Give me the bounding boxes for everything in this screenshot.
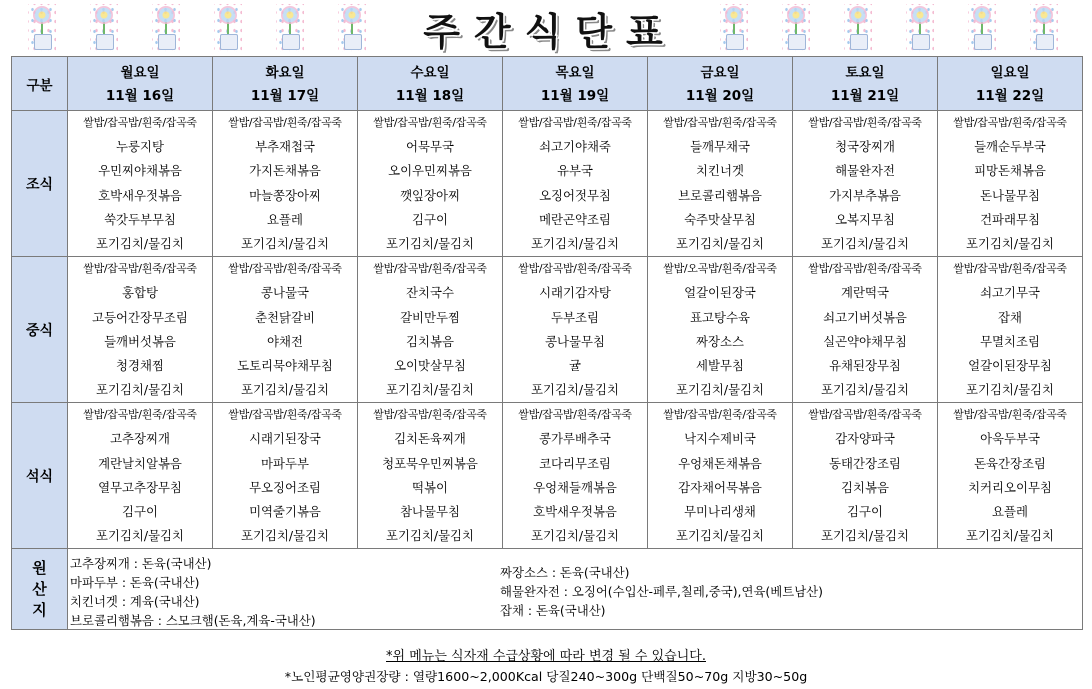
- menu-item: 시래기된장국: [249, 431, 321, 447]
- menu-cell: [938, 257, 1083, 403]
- flower-decoration: [968, 4, 996, 52]
- menu-item: 피망돈채볶음: [974, 163, 1046, 179]
- menu-item: 쇠고기야채죽: [539, 139, 611, 155]
- menu-item: 포기김치/물김치: [531, 528, 619, 544]
- meal-label: 석식: [12, 403, 68, 549]
- menu-item: 시래기감자탕: [539, 285, 611, 301]
- menu-item: 치커리오이무침: [968, 479, 1052, 495]
- page-title: 주간식단표: [423, 9, 677, 54]
- menu-item: 계란날치알볶음: [98, 455, 182, 471]
- header-day-tue: [213, 57, 358, 111]
- origin-label: [12, 549, 68, 630]
- menu-cell: [503, 111, 648, 257]
- menu-item: 김치볶음: [841, 479, 889, 495]
- header-day-sun: [938, 57, 1083, 111]
- menu-item: 요플레: [267, 211, 303, 227]
- flower-decoration: [720, 4, 748, 52]
- menu-item: 홍합탕: [122, 285, 158, 301]
- origin-item: 짜장소스 : 돈육(국내산): [500, 565, 630, 581]
- meal-label: 조식: [12, 111, 68, 257]
- title-banner: [0, 0, 1092, 56]
- menu-item: 부추재첩국: [255, 139, 315, 155]
- menu-item: 춘천닭갈비: [255, 309, 315, 325]
- weekly-menu-table: [11, 56, 1083, 630]
- day-date: 11월 18일: [395, 87, 465, 104]
- menu-item: 야채전: [267, 333, 303, 349]
- menu-item: 콩나물국: [261, 285, 309, 301]
- menu-item: 포기김치/물김치: [966, 382, 1054, 398]
- menu-cell: [938, 111, 1083, 257]
- menu-item: 돈나물무침: [980, 187, 1040, 203]
- menu-item: 메란곤약조림: [539, 211, 611, 227]
- menu-item: 호박새우젓볶음: [98, 187, 182, 203]
- menu-item: 호박새우젓볶음: [533, 504, 617, 519]
- menu-cell: [503, 257, 648, 403]
- menu-item: 계란떡국: [841, 285, 889, 301]
- menu-cell: [213, 403, 358, 549]
- menu-item: 고등어간장무조림: [92, 309, 188, 325]
- menu-item: 가지돈채볶음: [249, 163, 321, 179]
- menu-item: 들깨순두부국: [974, 139, 1046, 155]
- meal-row: [12, 257, 1083, 403]
- menu-item: 쌀밥/잡곡밥/흰죽/잡곡죽: [518, 116, 632, 129]
- origin-item: 마파두부 : 돈육(국내산): [70, 575, 200, 591]
- origin-label-char: 원: [32, 558, 47, 577]
- menu-item: 무오징어조림: [249, 479, 321, 495]
- menu-item: 무미나리생채: [684, 504, 756, 519]
- flower-decoration: [152, 4, 180, 52]
- origin-item: 잡채 : 돈육(국내산): [500, 603, 606, 619]
- meal-label: 중식: [12, 257, 68, 403]
- menu-cell: [358, 111, 503, 257]
- menu-item: 고추장찌개: [110, 431, 170, 447]
- header-label: 구분: [12, 57, 68, 111]
- menu-item: 짜장소스: [696, 333, 744, 349]
- menu-item: 누룽지탕: [116, 139, 164, 155]
- menu-item: 숙주맛살무침: [684, 211, 756, 227]
- menu-item: 포기김치/물김치: [241, 235, 329, 251]
- menu-item: 포기김치/물김치: [96, 528, 184, 544]
- day-date: 11월 17일: [250, 87, 320, 104]
- menu-item: 얼갈이된장국: [684, 285, 756, 301]
- menu-change-note-text: *위 메뉴는 식자재 수급상황에 따라 변경 될 수 있습니다.: [386, 649, 706, 664]
- menu-item: 쇠고기무국: [980, 285, 1040, 301]
- flower-decoration: [276, 4, 304, 52]
- meal-row: [12, 403, 1083, 549]
- menu-cell: [213, 111, 358, 257]
- menu-item: 포기김치/물김치: [821, 528, 909, 544]
- menu-item: 두부조림: [551, 309, 599, 325]
- menu-item: 쇠고기버섯볶음: [823, 309, 907, 325]
- menu-item: 얼갈이된장무침: [968, 357, 1052, 373]
- menu-item: 쑥갓두부무침: [104, 211, 176, 227]
- menu-item: 포기김치/물김치: [531, 382, 619, 398]
- menu-item: 포기김치/물김치: [531, 235, 619, 251]
- menu-item: 포기김치/물김치: [386, 528, 474, 544]
- menu-item: 청포묵우민찌볶음: [382, 455, 478, 471]
- menu-item: 쌀밥/잡곡밥/흰죽/잡곡죽: [228, 408, 342, 422]
- menu-item: 김치볶음: [406, 333, 454, 349]
- menu-item: 실곤약야채무침: [823, 333, 907, 349]
- menu-item: 잔치국수: [406, 285, 454, 301]
- menu-item: 오복지무침: [835, 211, 895, 227]
- menu-item: 돈육간장조림: [974, 455, 1046, 471]
- menu-item: 쌀밥/잡곡밥/흰죽/잡곡죽: [83, 116, 197, 129]
- menu-item: 귤: [569, 357, 581, 373]
- menu-item: 김치돈육찌개: [394, 431, 466, 447]
- header-day-sat: [793, 57, 938, 111]
- menu-item: 쌀밥/잡곡밥/흰죽/잡곡죽: [808, 262, 922, 276]
- menu-item: 쌀밥/잡곡밥/흰죽/잡곡죽: [953, 116, 1067, 129]
- menu-item: 포기김치/물김치: [821, 235, 909, 251]
- menu-item: 감자채어묵볶음: [678, 479, 762, 495]
- menu-cell: [648, 257, 793, 403]
- menu-item: 잡채: [998, 309, 1022, 325]
- origin-list-right: [500, 563, 823, 620]
- menu-item: 감자양파국: [835, 431, 895, 447]
- menu-item: 쌀밥/잡곡밥/흰죽/잡곡죽: [808, 408, 922, 422]
- menu-item: 우민찌야채볶음: [98, 163, 182, 179]
- menu-cell: [793, 403, 938, 549]
- day-name: 화요일: [265, 64, 305, 81]
- menu-item: 우엉채들깨볶음: [533, 479, 617, 495]
- menu-cell: [793, 111, 938, 257]
- menu-cell: [68, 111, 213, 257]
- day-name: 월요일: [120, 64, 160, 81]
- day-name: 금요일: [700, 64, 740, 81]
- origin-list-left: [70, 554, 316, 630]
- menu-item: 건파래무침: [980, 211, 1040, 227]
- menu-item: 가지부추볶음: [829, 187, 901, 203]
- menu-item: 아욱두부국: [980, 431, 1040, 447]
- menu-item: 포기김치/물김치: [386, 382, 474, 398]
- menu-item: 청경채찜: [116, 357, 164, 373]
- menu-item: 우엉채돈채볶음: [678, 455, 762, 471]
- menu-item: 쌀밥/잡곡밥/흰죽/잡곡죽: [83, 262, 197, 276]
- menu-item: 쌀밥/잡곡밥/흰죽/잡곡죽: [663, 408, 777, 422]
- origin-label-char: 산: [32, 579, 47, 598]
- menu-item: 쌀밥/잡곡밥/흰죽/잡곡죽: [518, 408, 632, 422]
- menu-item: 동태간장조림: [829, 455, 901, 471]
- menu-item: 쌀밥/잡곡밥/흰죽/잡곡죽: [663, 116, 777, 129]
- menu-item: 낙지수제비국: [684, 431, 756, 447]
- menu-cell: [68, 257, 213, 403]
- menu-item: 김구이: [412, 211, 448, 227]
- day-date: 11월 16일: [105, 87, 175, 104]
- menu-item: 포기김치/물김치: [966, 235, 1054, 251]
- menu-item: 쌀밥/잡곡밥/흰죽/잡곡죽: [953, 408, 1067, 422]
- flower-decoration: [90, 4, 118, 52]
- menu-cell: [68, 403, 213, 549]
- flower-decoration: [782, 4, 810, 52]
- header-day-wed: [358, 57, 503, 111]
- day-date: 11월 20일: [685, 87, 755, 104]
- menu-item: 콩가루배추국: [539, 431, 611, 447]
- menu-item: 포기김치/물김치: [966, 528, 1054, 544]
- menu-item: 포기김치/물김치: [676, 235, 764, 251]
- menu-cell: [213, 257, 358, 403]
- menu-item: 갈비만두찜: [400, 309, 460, 325]
- origin-item: 고추장찌개 : 돈육(국내산): [70, 556, 212, 572]
- meal-row: [12, 111, 1083, 257]
- nutrition-note: *노인평균영양권장량 : 열량1600~2,000Kcal 당질240~300g 단백질50~70g 지방30~50g: [284, 669, 808, 684]
- menu-item: 쌀밥/잡곡밥/흰죽/잡곡죽: [373, 116, 487, 129]
- header-day-fri: [648, 57, 793, 111]
- flower-decoration: [28, 4, 56, 52]
- menu-item: 쌀밥/잡곡밥/흰죽/잡곡죽: [953, 262, 1067, 276]
- menu-cell: [793, 257, 938, 403]
- menu-cell: [648, 111, 793, 257]
- menu-item: 오이맛살무침: [394, 357, 466, 373]
- origin-item: 브로콜리햄볶음 : 스모크햄(돈육,계육-국내산): [70, 613, 316, 629]
- menu-item: 도토리묵야채무침: [237, 357, 333, 373]
- menu-item: 김구이: [122, 504, 158, 519]
- menu-item: 콩나물무침: [545, 333, 605, 349]
- menu-item: 포기김치/물김치: [676, 382, 764, 398]
- menu-item: 세발무침: [696, 357, 744, 373]
- day-name: 일요일: [990, 64, 1030, 81]
- day-name: 수요일: [410, 64, 450, 81]
- menu-item: 열무고추장무침: [98, 479, 182, 495]
- menu-item: 쌀밥/오곡밥/흰죽/잡곡죽: [663, 262, 777, 276]
- menu-item: 포기김치/물김치: [96, 235, 184, 251]
- menu-change-note: [0, 645, 1092, 664]
- flower-decoration: [906, 4, 934, 52]
- menu-cell: [938, 403, 1083, 549]
- menu-item: 치킨너겟: [696, 163, 744, 179]
- origin-item: 해물완자전 : 오징어(수입산-페루,칠레,중국),연육(베트남산): [500, 584, 823, 600]
- menu-item: 포기김치/물김치: [821, 382, 909, 398]
- day-name: 목요일: [555, 64, 595, 81]
- menu-cell: [648, 403, 793, 549]
- menu-item: 쌀밥/잡곡밥/흰죽/잡곡죽: [83, 408, 197, 422]
- menu-item: 들깨무채국: [690, 139, 750, 155]
- menu-item: 어묵무국: [406, 139, 454, 155]
- menu-item: 김구이: [847, 504, 883, 519]
- day-name: 토요일: [845, 64, 885, 81]
- menu-item: 마늘쫑장아찌: [249, 187, 321, 203]
- header-day-thu: [503, 57, 648, 111]
- menu-item: 오징어젓무침: [539, 187, 611, 203]
- menu-item: 쌀밥/잡곡밥/흰죽/잡곡죽: [518, 262, 632, 276]
- menu-cell: [358, 257, 503, 403]
- day-date: 11월 22일: [975, 87, 1045, 104]
- menu-item: 코다리무조림: [539, 455, 611, 471]
- menu-item: 청국장찌개: [835, 139, 895, 155]
- flower-decoration: [1030, 4, 1058, 52]
- menu-item: 포기김치/물김치: [386, 235, 474, 251]
- menu-item: 오이우민찌볶음: [388, 163, 472, 179]
- flower-decoration: [338, 4, 366, 52]
- menu-item: 유부국: [557, 163, 593, 179]
- menu-item: 쌀밥/잡곡밥/흰죽/잡곡죽: [373, 408, 487, 422]
- menu-cell: [358, 403, 503, 549]
- menu-item: 쌀밥/잡곡밥/흰죽/잡곡죽: [808, 116, 922, 129]
- menu-item: 포기김치/물김치: [96, 382, 184, 398]
- menu-item: 포기김치/물김치: [241, 382, 329, 398]
- menu-item: 포기김치/물김치: [241, 528, 329, 544]
- day-date: 11월 19일: [540, 87, 610, 104]
- menu-item: 표고탕수육: [690, 309, 750, 325]
- flower-decoration: [214, 4, 242, 52]
- menu-item: 쌀밥/잡곡밥/흰죽/잡곡죽: [228, 262, 342, 276]
- origin-item: 치킨너겟 : 계육(국내산): [70, 594, 200, 610]
- menu-item: 마파두부: [261, 455, 309, 471]
- menu-item: 브로콜리햄볶음: [678, 187, 762, 203]
- menu-item: 유채된장무침: [829, 357, 901, 373]
- menu-item: 포기김치/물김치: [676, 528, 764, 544]
- day-date: 11월 21일: [830, 87, 900, 104]
- origin-row: [12, 549, 1083, 630]
- menu-item: 들깨버섯볶음: [104, 333, 176, 349]
- menu-item: 무멸치조림: [980, 333, 1040, 349]
- menu-item: 참나물무침: [400, 504, 460, 519]
- flower-decoration: [844, 4, 872, 52]
- origin-details: [68, 549, 1083, 630]
- menu-item: 깻잎장아찌: [400, 187, 460, 203]
- header-row: [12, 57, 1083, 111]
- menu-item: 쌀밥/잡곡밥/흰죽/잡곡죽: [228, 116, 342, 129]
- origin-label-char: 지: [32, 600, 47, 619]
- menu-item: 미역줄기볶음: [249, 504, 321, 519]
- menu-item: 쌀밥/잡곡밥/흰죽/잡곡죽: [373, 262, 487, 276]
- menu-item: 요플레: [992, 504, 1028, 519]
- header-day-mon: [68, 57, 213, 111]
- menu-item: 떡볶이: [412, 479, 448, 495]
- menu-cell: [503, 403, 648, 549]
- menu-item: 해물완자전: [835, 163, 895, 179]
